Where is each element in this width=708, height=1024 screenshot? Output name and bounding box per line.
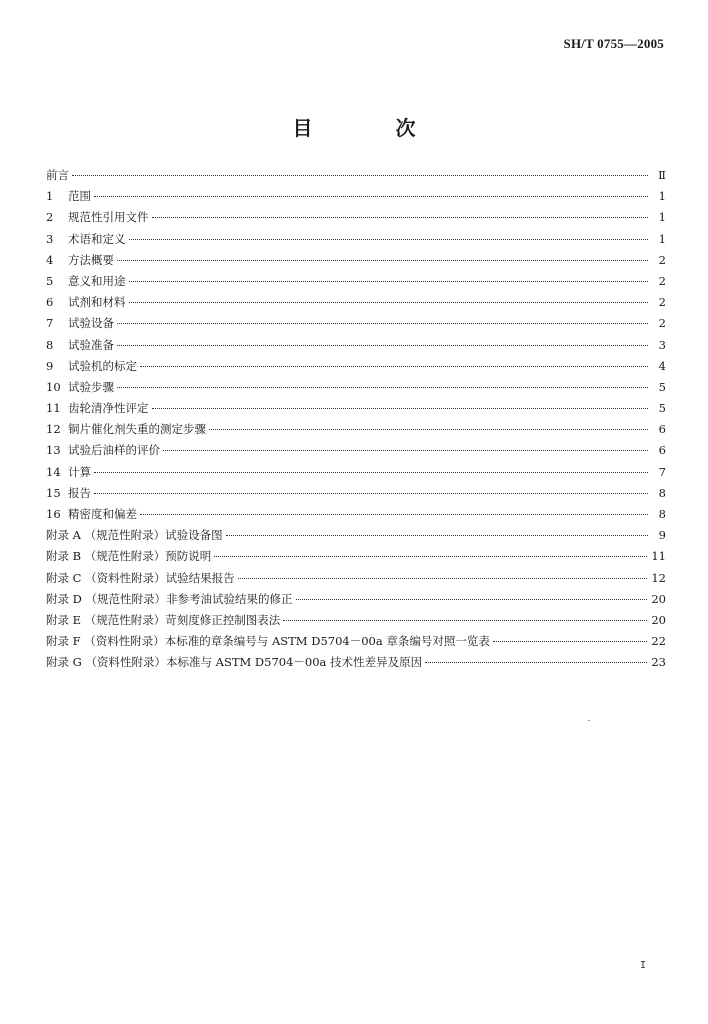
toc-entry-number: 15 [46, 485, 61, 500]
toc-entry-label: 方法概要 [68, 252, 114, 267]
toc-entry-label: 试验准备 [68, 337, 114, 352]
dot-leader [209, 429, 648, 430]
toc-entry-title [46, 292, 129, 313]
toc-entry[interactable] [46, 186, 666, 207]
dot-leader [94, 472, 648, 473]
toc-entry[interactable] [46, 568, 666, 589]
toc-entry-label: 附录 E （规范性附录）苛刻度修正控制图表法 [46, 612, 281, 627]
toc-entry-title [46, 398, 152, 419]
toc-entry-label: 试验后油样的评价 [68, 443, 160, 458]
toc-entry-page: 1 [658, 210, 666, 225]
toc-entry-label: 附录 C （资料性附录）试验结果报告 [46, 570, 235, 585]
dot-leader [72, 175, 648, 176]
dot-leader [129, 281, 649, 282]
toc-entry[interactable] [46, 335, 666, 356]
toc-entry[interactable] [46, 504, 666, 525]
toc-entry-number: 10 [46, 379, 61, 394]
toc-entry-label: 试验机的标定 [68, 358, 137, 373]
dot-leader [238, 578, 648, 579]
toc-entry-number: 2 [46, 210, 54, 225]
toc-entry-label: 附录 G （资料性附录）本标准与 ASTM D5704－00a 技术性差异及原因 [46, 655, 423, 670]
toc-entry-label: 附录 A （规范性附录）试验设备图 [46, 528, 223, 543]
toc-entry-page: 5 [658, 379, 666, 394]
toc-entry-label: 范围 [68, 189, 91, 204]
toc-entry-page: 11 [651, 549, 666, 564]
toc-entry-page: 23 [651, 655, 666, 670]
dot-leader [283, 620, 647, 621]
dot-leader [163, 450, 648, 451]
dot-leader [117, 387, 648, 388]
toc-entry-number: 12 [46, 422, 61, 437]
scan-speck [588, 720, 590, 721]
toc-entry[interactable] [46, 207, 666, 228]
toc-entry-title [46, 207, 152, 228]
toc-entry-label: 规范性引用文件 [68, 210, 149, 225]
toc-title: 目 次 [292, 116, 454, 140]
toc-entry-title [46, 483, 94, 504]
toc-entry-number: 11 [46, 401, 61, 416]
toc-entry[interactable] [46, 546, 666, 567]
toc-entry[interactable] [46, 271, 666, 292]
dot-leader [94, 493, 648, 494]
toc-entry-page: 2 [658, 316, 666, 331]
toc-entry[interactable] [46, 610, 666, 631]
toc-entry-title [46, 568, 238, 589]
toc-entry-number: 3 [46, 231, 54, 246]
toc-entry-title [46, 335, 117, 356]
toc-entry[interactable] [46, 165, 666, 186]
toc-entry-label: 铜片催化剂失重的测定步骤 [68, 422, 206, 437]
dot-leader [493, 641, 648, 642]
dot-leader [152, 217, 649, 218]
toc-entry-label: 试剂和材料 [68, 295, 126, 310]
toc-entry[interactable] [46, 419, 666, 440]
toc-entry-title [46, 652, 425, 673]
toc-entry-page: 3 [658, 337, 666, 352]
toc-entry-title [46, 229, 129, 250]
toc-entry-page: 8 [658, 507, 666, 521]
table-of-contents [46, 165, 666, 674]
toc-entry-label: 附录 B （规范性附录）预防说明 [46, 549, 212, 564]
toc-entry-label: 精密度和偏差 [68, 507, 137, 521]
toc-entry-page: 2 [658, 295, 666, 310]
dot-leader [129, 302, 649, 303]
toc-entry-page: 20 [651, 612, 666, 627]
toc-entry[interactable] [46, 631, 666, 652]
toc-entry-number: 9 [46, 358, 54, 373]
toc-entry-page: 8 [658, 485, 666, 500]
toc-entry-title [46, 462, 94, 483]
toc-entry[interactable] [46, 440, 666, 461]
toc-entry-label: 附录 F （资料性附录）本标准的章条编号与 ASTM D5704－00a 章条编号对照一览表 [46, 634, 490, 649]
toc-entry[interactable] [46, 462, 666, 483]
toc-entry-page: 1 [658, 231, 666, 246]
toc-entry-number: 8 [46, 337, 54, 352]
toc-entry-title [46, 504, 140, 525]
toc-entry-label: 试验设备 [68, 316, 114, 331]
dot-leader [117, 345, 648, 346]
toc-entry-title [46, 525, 226, 546]
toc-entry-page: 6 [658, 422, 666, 437]
toc-entry-page: 9 [658, 528, 666, 543]
toc-entry-page: 20 [651, 591, 666, 606]
toc-entry-label: 报告 [68, 485, 91, 500]
toc-entry-label: 意义和用途 [68, 273, 126, 288]
dot-leader [140, 366, 648, 367]
dot-leader [140, 514, 648, 515]
toc-entry-title [46, 313, 117, 334]
toc-entry-title [46, 165, 72, 186]
dot-leader [214, 556, 647, 557]
toc-entry-page: 12 [651, 570, 666, 585]
toc-entry-page: 2 [658, 273, 666, 288]
dot-leader [425, 662, 647, 663]
toc-entry[interactable] [46, 398, 666, 419]
dot-leader [152, 408, 649, 409]
toc-entry-title [46, 186, 94, 207]
dot-leader [117, 260, 648, 261]
toc-entry[interactable] [46, 525, 666, 546]
toc-entry-title [46, 419, 209, 440]
toc-entry-label: 术语和定义 [68, 231, 126, 246]
toc-entry-title [46, 631, 493, 652]
toc-entry-page: 2 [658, 252, 666, 267]
toc-entry[interactable] [46, 313, 666, 334]
toc-entry[interactable] [46, 652, 666, 673]
toc-entry-page: Ⅱ [658, 168, 666, 182]
toc-entry-number: 7 [46, 316, 54, 331]
toc-entry-number: 14 [46, 464, 61, 479]
toc-entry-label: 计算 [68, 464, 91, 479]
toc-entry-title [46, 440, 163, 461]
toc-entry-page: 5 [658, 401, 666, 416]
toc-entry[interactable] [46, 292, 666, 313]
toc-entry-number: 1 [46, 189, 54, 204]
toc-entry[interactable] [46, 377, 666, 398]
dot-leader [226, 535, 648, 536]
dot-leader [129, 239, 649, 240]
toc-entry[interactable] [46, 483, 666, 504]
toc-entry-title [46, 589, 296, 610]
toc-entry-title [46, 250, 117, 271]
toc-entry[interactable] [46, 589, 666, 610]
toc-entry-number: 5 [46, 273, 54, 288]
dot-leader [296, 599, 648, 600]
toc-entry-title [46, 356, 140, 377]
toc-entry-title [46, 610, 283, 631]
toc-entry-number: 4 [46, 252, 54, 267]
toc-entry-number: 6 [46, 295, 54, 310]
toc-entry[interactable] [46, 250, 666, 271]
toc-entry-page: 22 [651, 634, 666, 649]
toc-entry-label: 附录 D （规范性附录）非参考油试验结果的修正 [46, 591, 293, 606]
toc-entry-page: 4 [658, 358, 666, 373]
page-number: I [640, 960, 647, 971]
toc-entry-number: 13 [46, 443, 61, 458]
toc-entry-label: 前言 [46, 168, 69, 182]
toc-entry-label: 齿轮清净性评定 [68, 401, 149, 416]
toc-entry[interactable] [46, 229, 666, 250]
toc-entry-page: 7 [658, 464, 666, 479]
toc-entry-page: 6 [658, 443, 666, 458]
toc-entry[interactable] [46, 356, 666, 377]
toc-entry-label: 试验步骤 [68, 379, 114, 394]
toc-entry-title [46, 377, 117, 398]
toc-entry-title [46, 546, 214, 567]
toc-entry-page: 1 [658, 189, 666, 204]
toc-entry-number: 16 [46, 507, 61, 521]
toc-entry-title [46, 271, 129, 292]
dot-leader [94, 196, 648, 197]
dot-leader [117, 323, 648, 324]
standard-number: SH/T 0755—2005 [563, 36, 664, 51]
